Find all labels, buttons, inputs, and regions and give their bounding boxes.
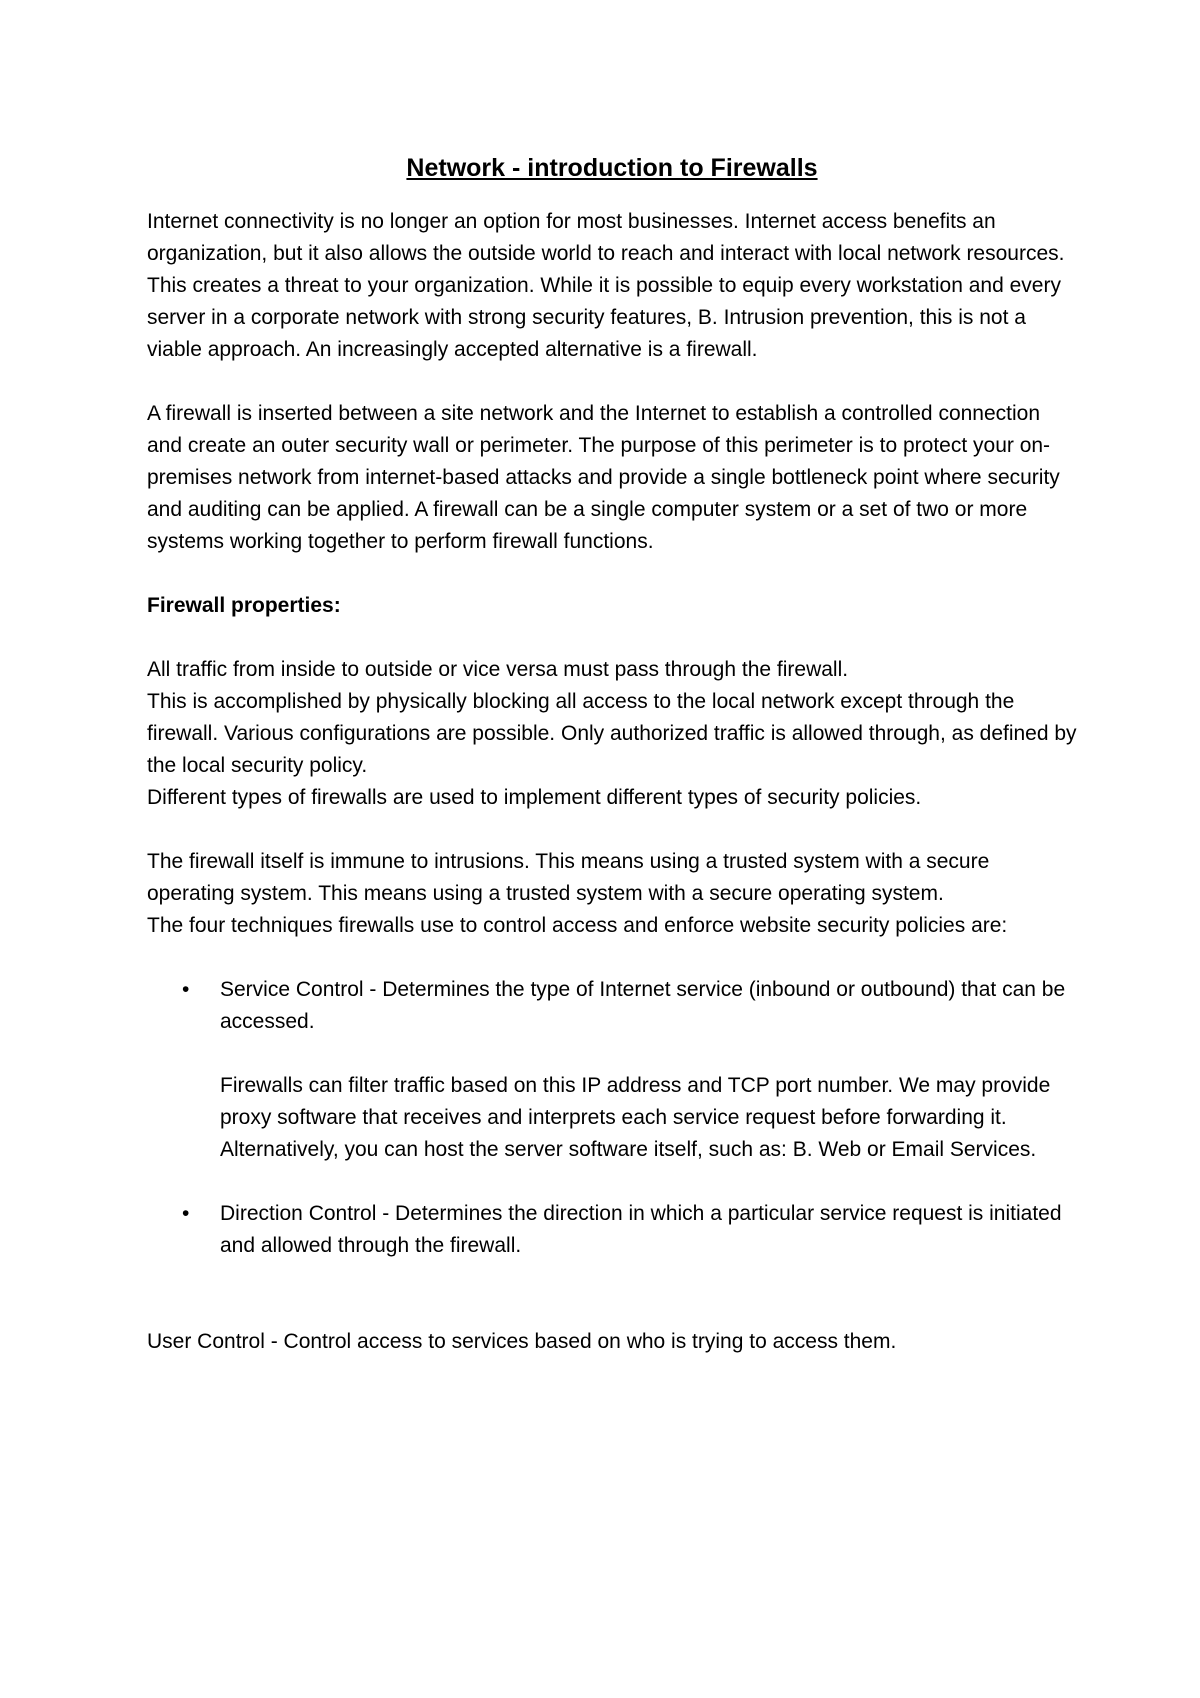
property-line-3: Different types of firewalls are used to implement different types of security policies. (147, 786, 922, 809)
properties-heading: Firewall properties: (147, 594, 341, 617)
closing-line: User Control - Control access to services based on who is trying to access them. (147, 1330, 897, 1353)
spacer (147, 558, 1077, 590)
list-item (147, 1198, 1077, 1262)
list-item-detail: Firewalls can filter traffic based on this IP address and TCP port number. We may provide proxy software that receives and interprets each service request before forwarding it. Alternatively, you can host the server software itself, such as: B. Web or Email Services. (220, 1074, 1051, 1161)
document-body (147, 150, 1077, 1358)
techniques-list (147, 974, 1077, 1262)
spacer (147, 814, 1077, 846)
list-item-text: Service Control - Determines the type of Internet service (inbound or outbound) that can be accessed. (220, 978, 1066, 1033)
list-item-text: Direction Control - Determines the direction in which a particular service request is initiated and allowed through the firewall. (220, 1202, 1062, 1257)
bullet-icon: • (182, 1202, 190, 1225)
spacer (147, 1294, 1077, 1326)
property-line-2: This is accomplished by physically blocking all access to the local network except through the firewall. Various configurations are possible. Only authorized traffic is allowed through, as defined by the local security policy. (147, 690, 1077, 777)
spacer (147, 366, 1077, 398)
immune-line-2: The four techniques firewalls use to control access and enforce website security policies are: (147, 914, 1008, 937)
list-item (147, 974, 1077, 1166)
spacer (147, 622, 1077, 654)
property-line-1: All traffic from inside to outside or vice versa must pass through the firewall. (147, 658, 849, 681)
spacer (147, 1262, 1077, 1294)
spacer (147, 942, 1077, 974)
immune-line-1: The firewall itself is immune to intrusions. This means using a trusted system with a secure operating system. This means using a trusted system with a secure operating system. (147, 850, 990, 905)
bullet-icon: • (182, 978, 190, 1001)
intro-paragraph: Internet connectivity is no longer an option for most businesses. Internet access benefits an organization, but it also allows the outside world to reach and interact with local network resources. This creates a threat to your organization. While it is possible to equip every workstation and every server in a corporate network with strong security features, B. Intrusion prevention, this is not a viable approach. An increasingly accepted alternative is a firewall. (147, 210, 1065, 361)
firewall-definition-paragraph: A firewall is inserted between a site network and the Internet to establish a controlled connection and create an outer security wall or perimeter. The purpose of this perimeter is to protect your on-premises network from internet-based attacks and provide a single bottleneck point where security and auditing can be applied. A firewall can be a single computer system or a set of two or more systems working together to perform firewall functions. (147, 402, 1060, 553)
document-title: Network - introduction to Firewalls (406, 154, 818, 182)
